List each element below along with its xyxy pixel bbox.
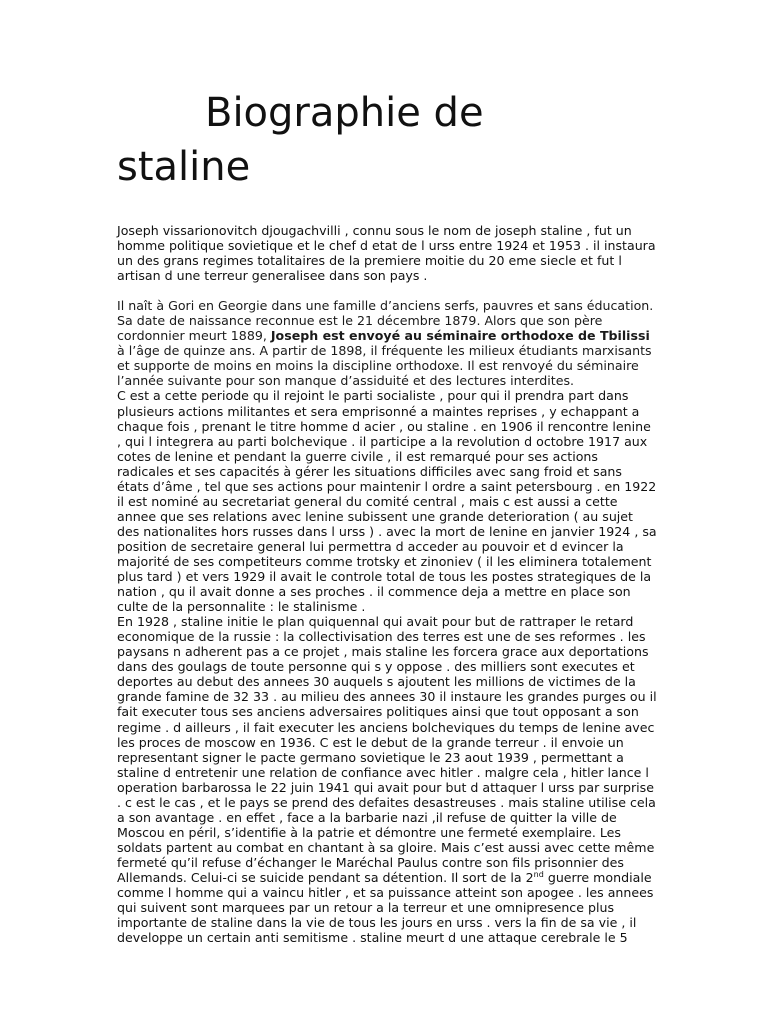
title-line-2: staline: [117, 144, 251, 190]
document-body: [117, 223, 657, 945]
early-life-text-1: Il naît à Gori en Georgie dans une famille d’anciens serfs, pauvres et sans éducation. Sa date de naissance reconnue est le 21 décembre 1879. Alors que son père cordonnier meurt 1889,: [117, 298, 654, 344]
reign-paragraph: [117, 614, 657, 945]
revolution-paragraph: C est a cette periode qu il rejoint le parti socialiste , pour qui il prendra part dans plusieurs actions militantes et sera emprisonné a maintes reprises , y echappant a chaque fois , prenant le titre homme d acier , ou staline . en 1906 il rencontre lenine , qui l integrera au parti bolchevique . il participe a la revolution d octobre 1917 aux cotes de lenine et pendant la guerre civile , il est remarqué pour ses actions radicales et ses capacités à gérer les situations difficiles avec sang froid et sans états d’âme , tel que ses actions pour maintenir l ordre a saint petersbourg . en 1922 il est nominé au secretariat general du comité central , mais c est aussi a cette annee que ses relations avec lenine subissent une grande deterioration ( au sujet des nationalites hors russes dans l urss ) . avec la mort de lenine en janvier 1924 , sa position de secretaire general lui permettra d acceder au pouvoir et d evincer la majorité de ses competiteurs comme trotsky et zinoniev ( il les eliminera totalement plus tard ) et vers 1929 il avait le controle total de tous les postes strategiques de la nation , qu il avait donne a ses proches . il commence deja a mettre en place son culte de la personnalite : le stalinisme .: [117, 388, 657, 615]
title-line-1: Biographie de: [205, 90, 484, 136]
early-life-paragraph: [117, 298, 657, 388]
reign-text-1: En 1928 , staline initie le plan quiquennal qui avait pour but de rattraper le retard economique de la russie : la collectivisation des terres est une de ses reformes . les paysans n adherent pas a ce projet , mais staline les forcera grace aux deportations dans des goulags de toute personne qui s y oppose . des milliers sont executes et deportes au debut des annees 30 auquels s ajoutent les millions de victimes de la grande famine de 32 33 . au milieu des annees 30 il instaure les grandes purges ou il fait executer tous ses anciens adversaires politiques ainsi que tout opposant a son regime . d ailleurs , il fait executer les anciens bolcheviques du temps de lenine avec les proces de moscow en 1936. C est le debut de la grande terreur . il envoie un representant signer le pacte germano sovietique le 23 aout 1939 , permettant a staline d entretenir une relation de confiance avec hitler . malgre cela , hitler lance l operation barbarossa le 22 juin 1941 qui avait pour but d attaquer l urss par surprise . c est le cas , et le pays se prend des defaites desastreuses . mais staline utilise cela a son avantage . en effet , face a la barbarie nazi ,il refuse de quitter la ville de Moscou en péril, s’identifie à la patrie et démontre une fermeté exemplaire. Les soldats partent au combat en chantant à sa gloire. Mais c’est aussi avec cette même fermeté qu’il refuse d’échanger le Maréchal Paulus contre son fils prisonnier des Allemands. Celui-ci se suicide pendant sa détention. Il sort de la 2: [117, 614, 657, 885]
intro-paragraph: Joseph vissarionovitch djougachvilli , connu sous le nom de joseph staline , fut un homme politique sovietique et le chef d etat de l urss entre 1924 et 1953 . il instaura un des grans regimes totalitaires de la premiere moitie du 20 eme siecle et fut l artisan d une terreur generalisee dans son pays .: [117, 223, 656, 284]
early-life-text-2: à l’âge de quinze ans. A partir de 1898, il fréquente les milieux étudiants marxisants et supporte de moins en moins la discipline orthodoxe. Il est renvoyé du séminaire l’année suivante pour son manque d’assiduité et des lectures interdites.: [117, 343, 652, 389]
early-life-bold-text: Joseph est envoyé au séminaire orthodoxe de Tbilissi: [270, 328, 650, 344]
document-title: [117, 86, 677, 194]
reign-text-2: guerre mondiale comme l homme qui a vaincu hitler , et sa puissance atteint son apogee . les annees qui suivent sont marquees par un retour a la terreur et une omnipresence plus importante de staline dans la vie de tous les jours en urss . vers la fin de sa vie , il developpe un certain anti semitisme . staline meurt d une attaque cerebrale le 5: [117, 869, 654, 946]
ordinal-superscript: nd: [533, 869, 544, 879]
